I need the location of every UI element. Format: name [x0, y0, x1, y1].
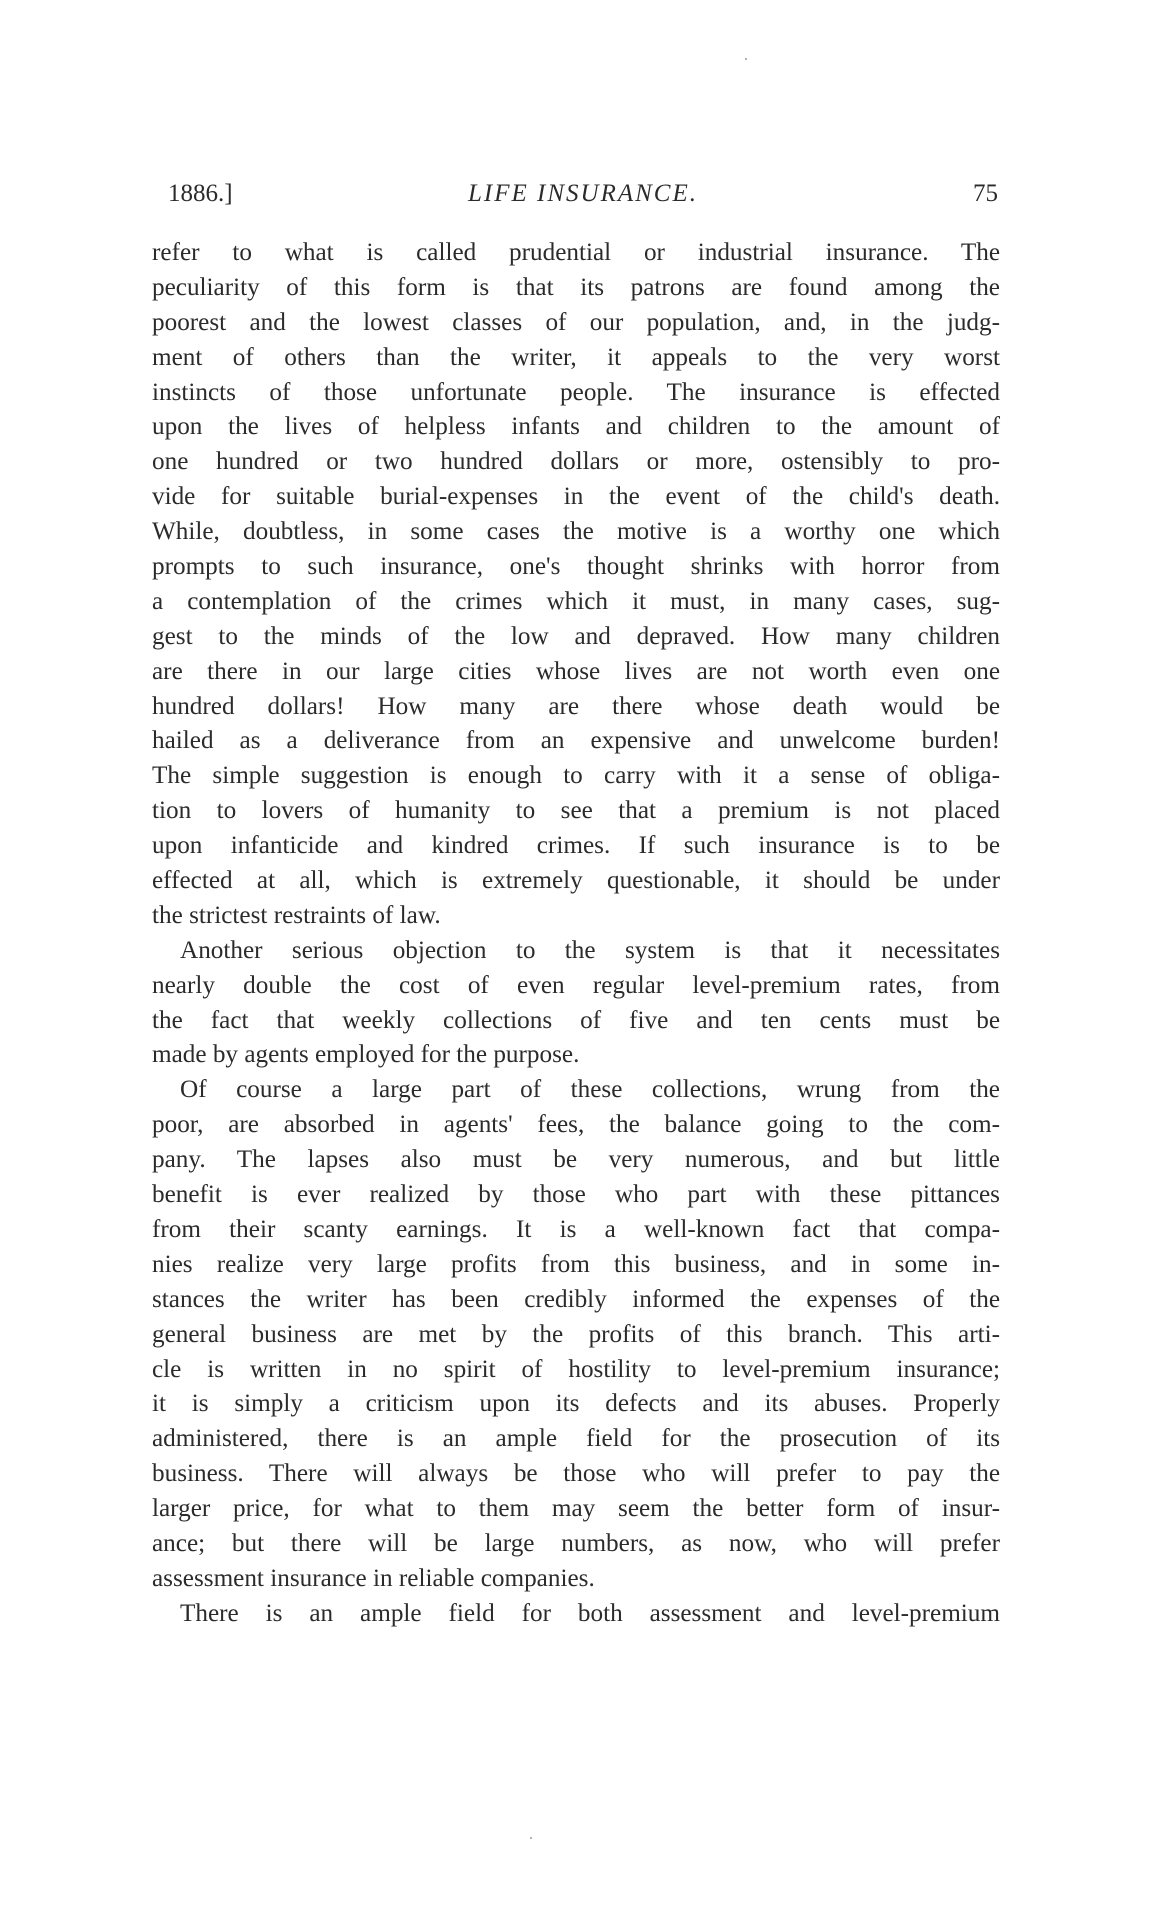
text-line: tion to lovers of humanity to see that a premium is not placed	[152, 797, 1000, 825]
running-header	[168, 176, 998, 212]
text-line: pany. The lapses also must be very numerous, and but little	[152, 1146, 1000, 1174]
text-line: nearly double the cost of even regular level-premium rates, from	[152, 971, 1000, 999]
text-line: one hundred or two hundred dollars or more, ostensibly to pro-	[152, 448, 1000, 476]
text-line: hailed as a deliverance from an expensive and unwelcome burden!	[152, 727, 1000, 755]
text-line: administered, there is an ample field for the prosecution of its	[152, 1425, 1000, 1453]
text-line: assessment insurance in reliable companies.	[152, 1564, 595, 1592]
header-year: 1886.]	[168, 180, 233, 207]
header-title: LIFE INSURANCE.	[468, 180, 698, 207]
text-line: benefit is ever realized by those who part with these pittances	[152, 1181, 1000, 1209]
text-line: nies realize very large profits from this business, and in some in-	[152, 1250, 1000, 1278]
text-line: the fact that weekly collections of five and ten cents must be	[152, 1006, 1000, 1034]
text-line: poorest and the lowest classes of our population, and, in the judg-	[152, 308, 1000, 336]
text-line: While, doubtless, in some cases the motive is a worthy one which	[152, 518, 1000, 546]
text-line: made by agents employed for the purpose.	[152, 1041, 580, 1069]
text-line: peculiarity of this form is that its patrons are found among the	[152, 273, 1000, 301]
text-line: larger price, for what to them may seem the better form of insur-	[152, 1495, 1000, 1523]
text-line: from their scanty earnings. It is a well-known fact that compa-	[152, 1215, 1000, 1243]
text-line: upon infanticide and kindred crimes. If such insurance is to be	[152, 832, 1000, 860]
body-text	[152, 236, 1000, 1632]
text-line: general business are met by the profits of this branch. This arti-	[152, 1320, 1000, 1348]
text-line: The simple suggestion is enough to carry with it a sense of obliga-	[152, 762, 1000, 790]
ink-speck-bottom	[530, 1837, 532, 1839]
text-line: stances the writer has been credibly informed the expenses of the	[152, 1285, 1000, 1313]
paragraph-start-line: Another serious objection to the system is that it necessitates	[180, 936, 1000, 964]
page-number: 75	[973, 180, 998, 207]
text-line: poor, are absorbed in agents' fees, the balance going to the com-	[152, 1111, 1000, 1139]
text-line: upon the lives of helpless infants and children to the amount of	[152, 413, 1000, 441]
text-line: refer to what is called prudential or industrial insurance. The	[152, 239, 1000, 266]
text-line: vide for suitable burial-expenses in the event of the child's death.	[152, 483, 1000, 511]
text-line: it is simply a criticism upon its defects and its abuses. Properly	[152, 1390, 1000, 1418]
text-line: cle is written in no spirit of hostility to level-premium insurance;	[152, 1355, 1000, 1383]
text-line: ance; but there will be large numbers, as now, who will prefer	[152, 1529, 1000, 1557]
text-line: hundred dollars! How many are there whose death would be	[152, 692, 1000, 720]
text-line: a contemplation of the crimes which it must, in many cases, sug-	[152, 587, 1000, 615]
text-line: instincts of those unfortunate people. The insurance is effected	[152, 378, 1000, 406]
ink-speck-top	[745, 58, 747, 60]
paragraph-start-line: There is an ample field for both assessment and level-premium	[180, 1599, 1000, 1627]
text-line: effected at all, which is extremely questionable, it should be under	[152, 867, 1000, 895]
text-line: the strictest restraints of law.	[152, 901, 441, 929]
text-line: gest to the minds of the low and depraved. How many children	[152, 622, 1000, 650]
text-line: ment of others than the writer, it appeals to the very worst	[152, 343, 1000, 371]
paragraph-start-line: Of course a large part of these collections, wrung from the	[180, 1076, 1000, 1104]
text-line: business. There will always be those who will prefer to pay the	[152, 1460, 1000, 1488]
text-line: are there in our large cities whose lives are not worth even one	[152, 657, 1000, 685]
text-line: prompts to such insurance, one's thought shrinks with horror from	[152, 553, 1000, 581]
